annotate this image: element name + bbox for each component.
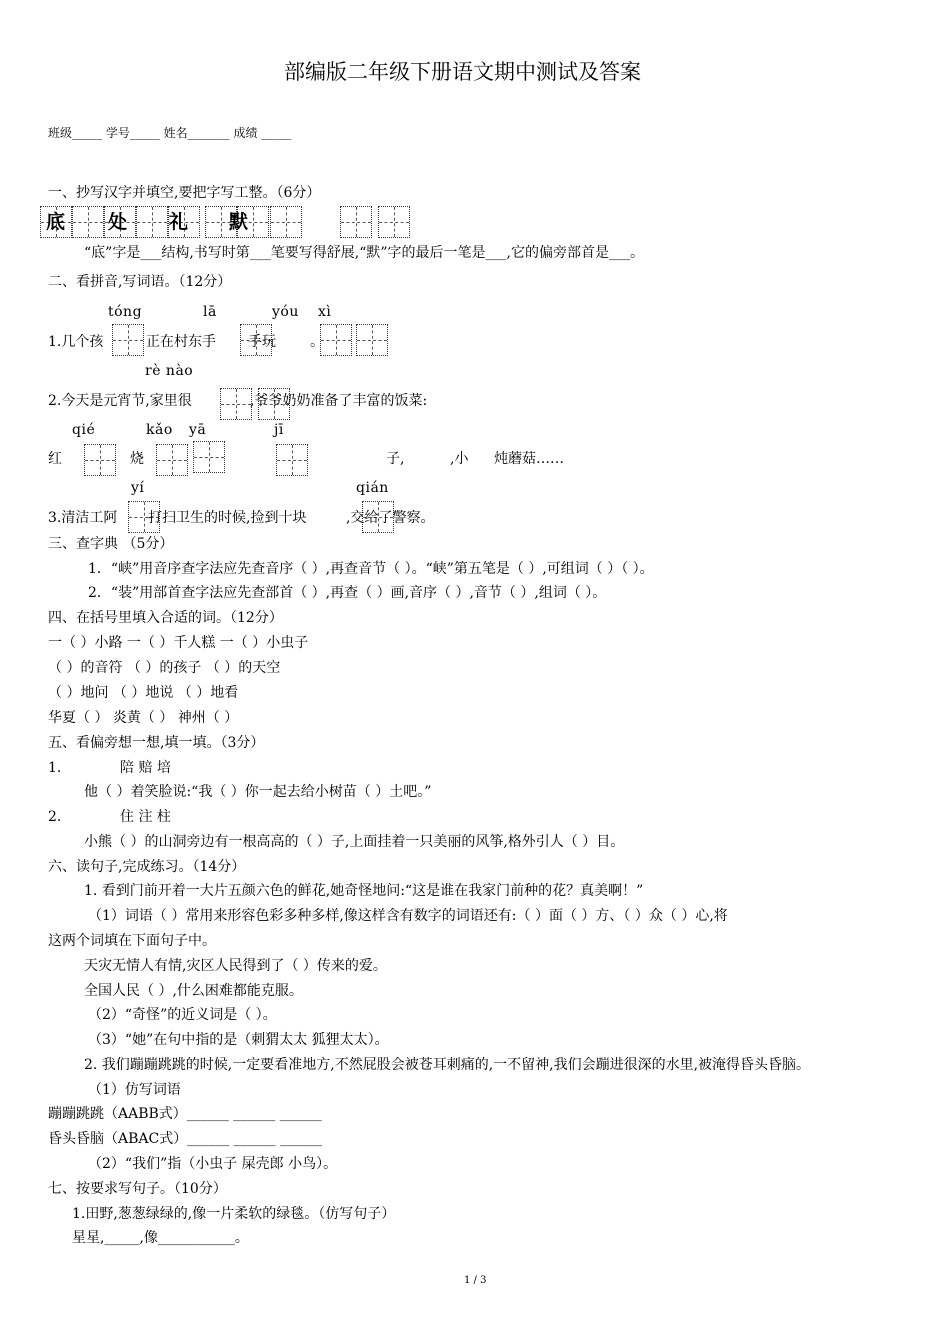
- pinyin: rè nào: [145, 363, 194, 379]
- section-5-sentence: 小熊（ ）的山洞旁边有一根高高的（ ）子,上面挂着一只美丽的风筝,格外引人（ ）目。: [84, 834, 625, 850]
- q2-2b-part: 烧: [130, 451, 144, 467]
- writing-box: [378, 206, 410, 238]
- section-5-num: 2.: [48, 809, 62, 825]
- writing-box: [220, 388, 252, 420]
- q2-2b-part: ,小: [450, 451, 469, 467]
- section-7-heading: 七、按要求写句子。（10分）: [48, 1181, 227, 1197]
- writing-box: [340, 206, 372, 238]
- section-4-heading: 四、在括号里填入合适的词。（12分）: [48, 610, 283, 626]
- q2-2b-part: 子,: [386, 451, 405, 467]
- section-6-question: 昏头昏脑（ABAC式）______ ______ ______: [48, 1131, 323, 1147]
- pinyin: qié: [72, 422, 96, 438]
- model-char: 底: [46, 211, 66, 233]
- section-6-passage: 1. 看到门前开着一大片五颜六色的鲜花,她奇怪地问:“这是谁在我家门前种的花？真美啊！”: [84, 883, 644, 899]
- section-6-question: （1）仿写词语: [88, 1082, 181, 1098]
- section-4-line: （ ）的音符 （ ）的孩子 （ ）的天空: [48, 660, 281, 676]
- section-4-line: 一（ ）小路 一（ ）千人糕 一（ ）小虫子: [48, 635, 309, 651]
- section-6-question: 蹦蹦跳跳（AABB式）______ ______ ______: [48, 1106, 322, 1122]
- pinyin: tóng: [108, 304, 143, 320]
- q2-3-part: 打扫卫生的时候,捡到十块: [148, 510, 307, 526]
- pinyin: qián: [356, 480, 389, 496]
- section-2-heading: 二、看拼音,写词语。（12分）: [48, 274, 232, 290]
- writing-box: [356, 324, 388, 356]
- model-char: 礼: [169, 211, 189, 233]
- pinyin: jī: [274, 422, 284, 438]
- section-6-question: 全国人民（ ）,什么困难都能克服。: [84, 983, 303, 999]
- writing-box: [320, 324, 352, 356]
- model-char: 默: [229, 211, 249, 233]
- writing-box: [156, 444, 188, 476]
- writing-box: [193, 441, 225, 473]
- pinyin: yā: [189, 422, 207, 438]
- pinyin: lā: [203, 304, 217, 320]
- writing-box: [276, 444, 308, 476]
- section-5-sentence: 他（ ）着笑脸说:“我（ ）你一起去给小树苗（ ）土吧。”: [84, 784, 432, 800]
- section-1-heading: 一、抄写汉字并填空,要把字写工整。（6分）: [48, 185, 321, 201]
- q2-1-part: 1.几个孩: [48, 334, 104, 350]
- section-5-num: 1.: [48, 760, 62, 776]
- section-6-passage: 2. 我们蹦蹦跳跳的时候,一定要看准地方,不然屁股会被苍耳刺痛的,一不留神,我们会蹦进很深的水里,被淹得昏头昏脑。: [84, 1057, 811, 1073]
- pinyin: kǎo: [146, 422, 173, 438]
- q2-2b-part: 炖蘑菇……: [494, 451, 564, 467]
- q2-1-part: 。: [310, 334, 324, 350]
- section-3-q2: 2．“装”用部首查字法应先查部首（ ）,再查（ ）画,音序（ ）,音节（ ）,组词（ ）。: [88, 585, 607, 601]
- writing-box: [136, 206, 168, 238]
- writing-box: [270, 206, 302, 238]
- q2-1-part: 手玩: [248, 334, 276, 350]
- section-6-question: 这两个词填在下面句子中。: [48, 933, 216, 949]
- pinyin: yí: [131, 480, 145, 496]
- q2-2b-part: 红: [48, 451, 62, 467]
- section-5-heading: 五、看偏旁想一想,填一填。（3分）: [48, 735, 265, 751]
- section-7-answer-line: 星星,_____,像___________。: [72, 1230, 249, 1246]
- q2-3-part: 3.清洁工阿: [48, 510, 118, 526]
- section-3-q1: 1．“峡”用音序查字法应先查音序（ ）,再查音节（ ）。“峡”第五笔是（ ）,可组词（ ）（ ）。: [88, 561, 654, 577]
- section-6-question: 天灾无情人有情,灾区人民得到了（ ）传来的爱。: [84, 958, 387, 974]
- page-title: 部编版二年级下册语文期中测试及答案: [284, 60, 641, 84]
- section-3-heading: 三、查字典 （5分）: [48, 536, 174, 552]
- q2-1-part: 正在村东手: [146, 334, 216, 350]
- section-5-options: 陪 赔 培: [120, 760, 171, 776]
- pinyin: xì: [318, 304, 332, 320]
- section-6-question: （3）“她”在句中指的是（刺猬太太 狐狸太太）。: [88, 1032, 389, 1048]
- writing-box: [84, 444, 116, 476]
- section-4-line: 华夏（ ） 炎黄（ ） 神州（ ）: [48, 710, 239, 726]
- section-1-sentence: “底”字是___结构,书写时第___笔要写得舒展,“默”字的最后一笔是___,它的偏旁部首是___。: [84, 245, 644, 261]
- section-6-question: （2）“我们”指（小虫子 屎壳郎 小鸟）。: [88, 1156, 338, 1172]
- writing-box: [112, 324, 144, 356]
- section-4-line: （ ）地问 （ ）地说 （ ）地看: [48, 685, 239, 701]
- model-char: 处: [108, 211, 128, 233]
- section-5-options: 住 注 柱: [120, 809, 171, 825]
- q2-2-part: ,爷爷奶奶准备了丰富的饭菜:: [250, 393, 428, 409]
- section-6-question: （2）“奇怪”的近义词是（ ）。: [88, 1007, 277, 1023]
- q2-2-part: 2.今天是元宵节,家里很: [48, 393, 192, 409]
- student-info-line: 班级_____ 学号_____ 姓名_______ 成绩 _____: [48, 126, 292, 140]
- q2-3-part: ,交给了警察。: [346, 510, 435, 526]
- section-7-question: 1.田野,葱葱绿绿的,像一片柔软的绿毯。（仿写句子）: [72, 1206, 396, 1222]
- writing-box: [72, 206, 104, 238]
- pinyin: yóu: [272, 304, 299, 320]
- section-6-heading: 六、读句子,完成练习。（14分）: [48, 859, 246, 875]
- page-number: 1 / 3: [464, 1275, 487, 1286]
- section-6-question: （1）词语（ ）常用来形容色彩多种多样,像这样含有数字的词语还有:（ ）面（ ）方、（ ）众（ ）心,将: [88, 908, 728, 924]
